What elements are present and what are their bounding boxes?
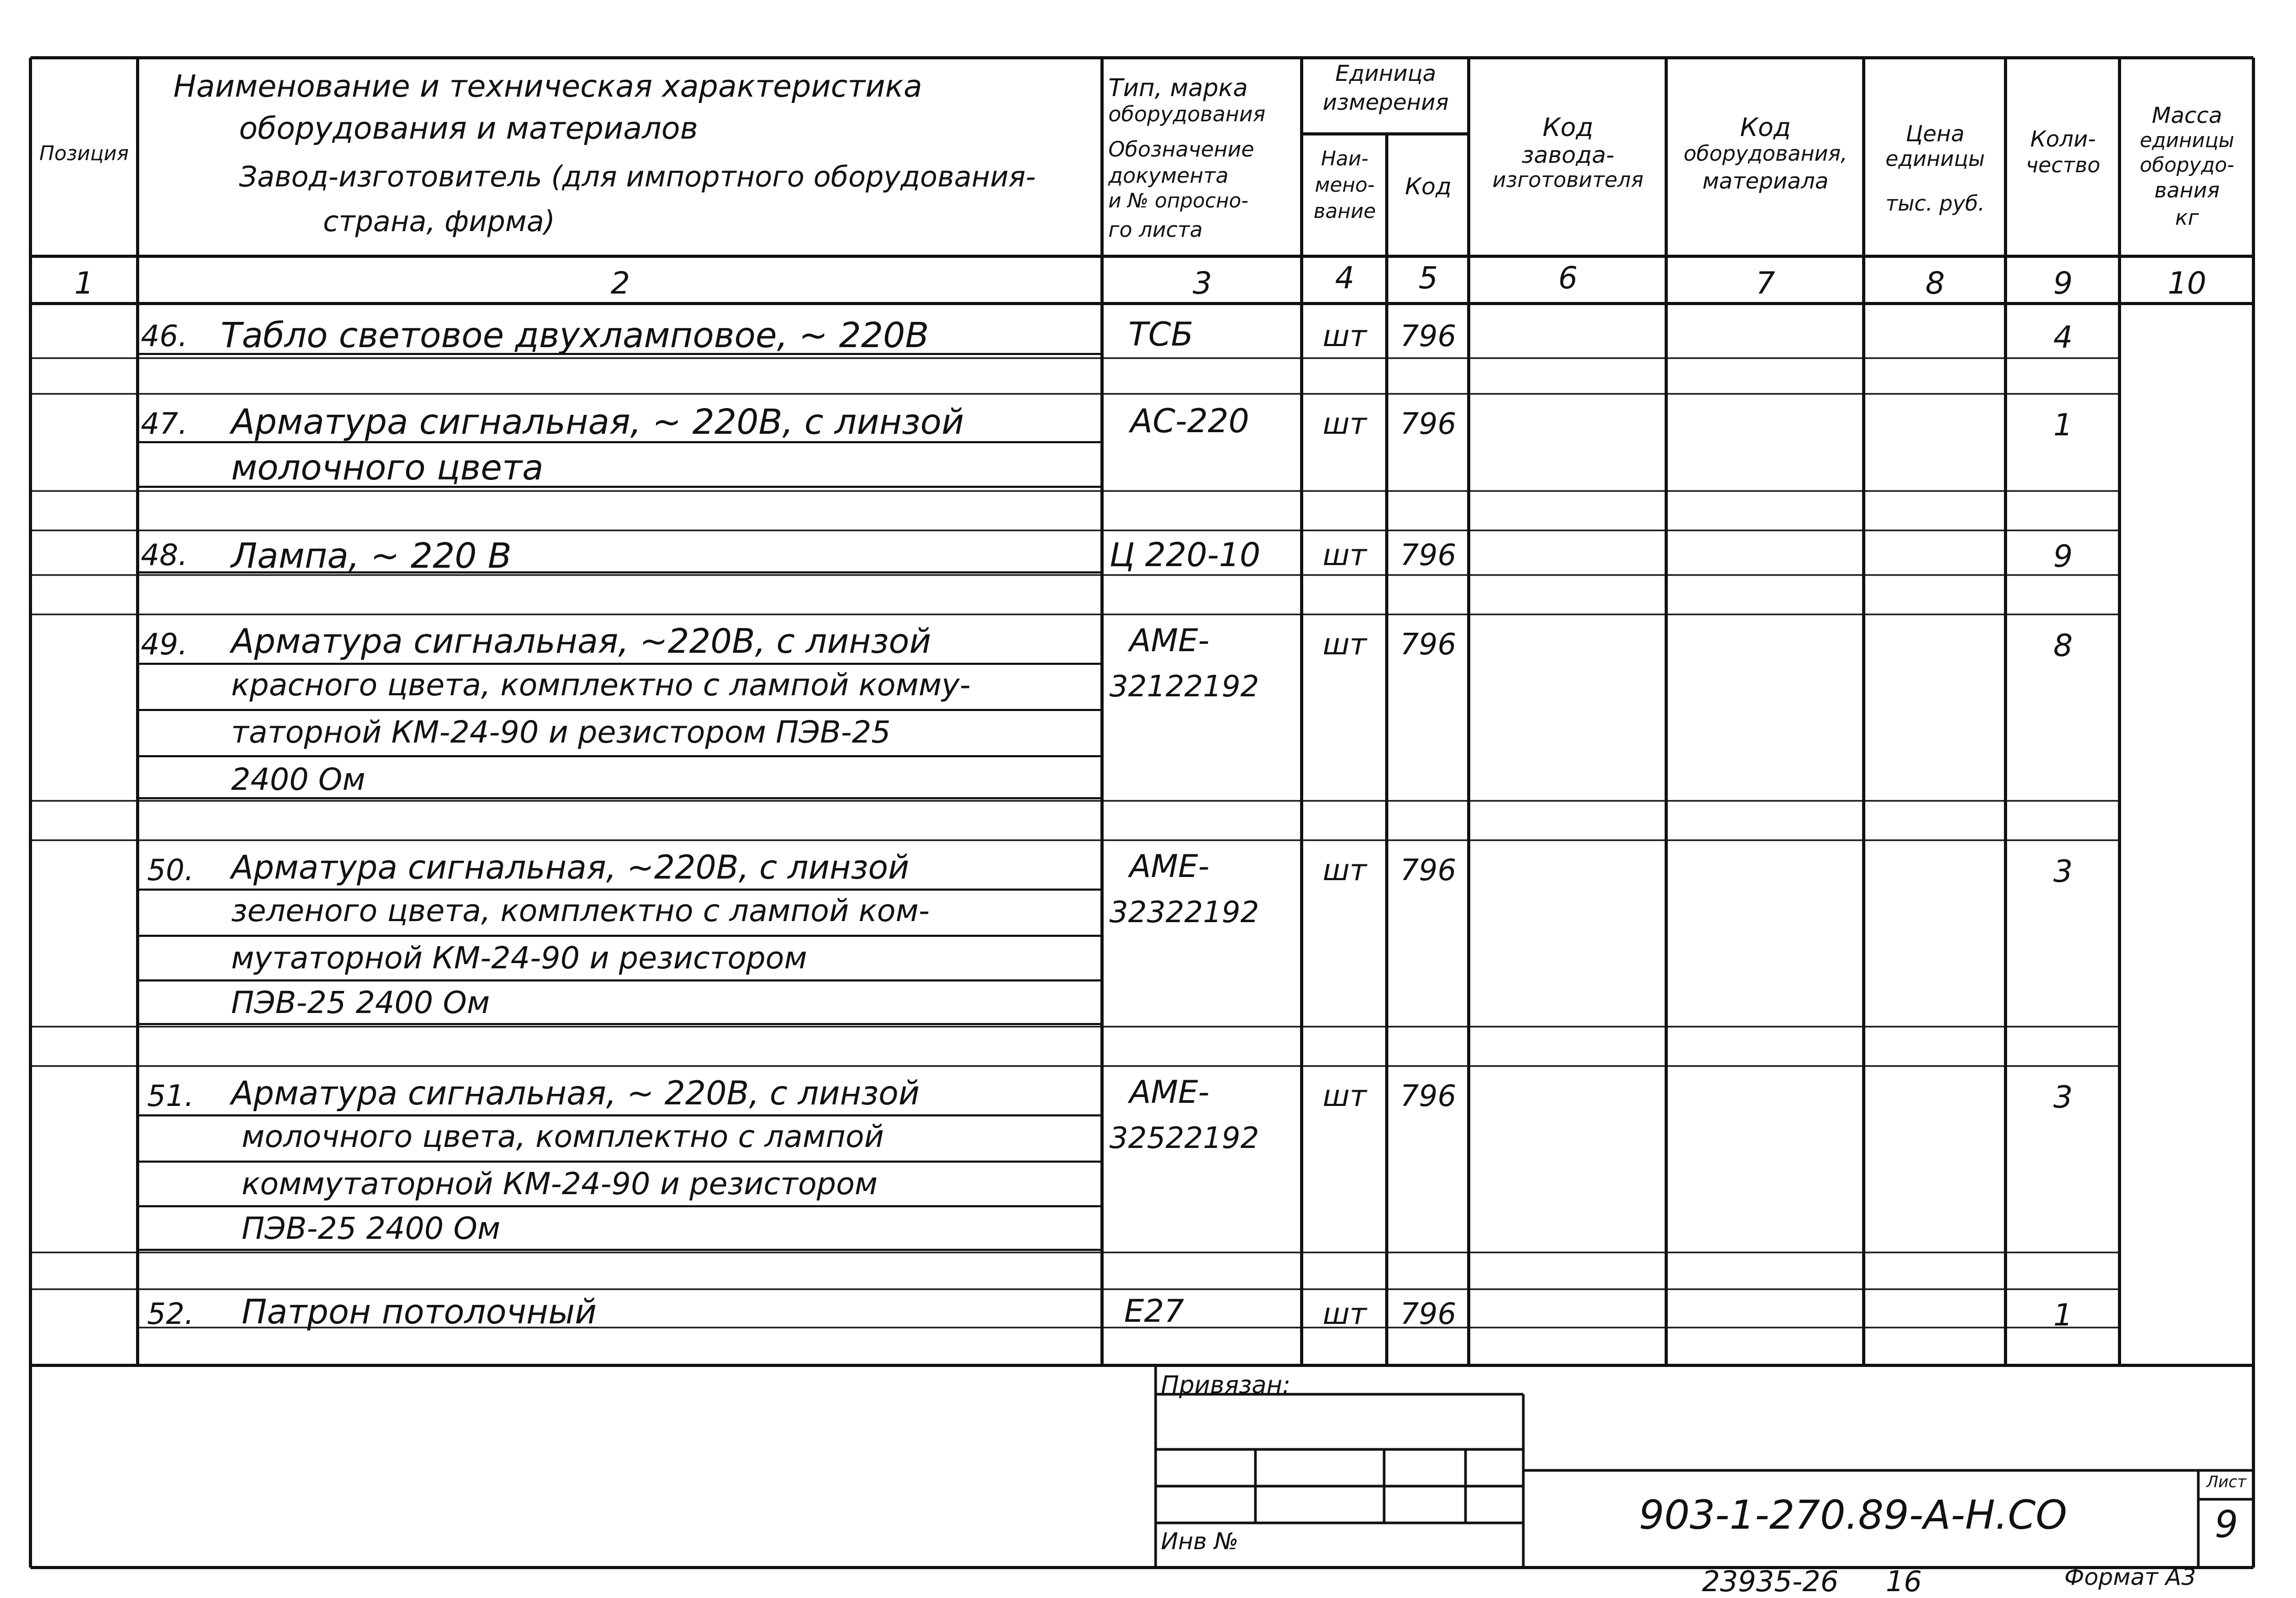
header-mass-line5: кг bbox=[2175, 206, 2199, 230]
underline bbox=[138, 797, 1102, 799]
row-51-position: 51. bbox=[147, 1079, 194, 1113]
col-number-5: 5 bbox=[1418, 260, 1438, 296]
header-unit-line1: Единица bbox=[1335, 60, 1436, 86]
row-52-name-line1: Патрон потолочный bbox=[242, 1293, 597, 1332]
col-number-6: 6 bbox=[1558, 260, 1578, 296]
row-48-qty: 9 bbox=[2053, 538, 2073, 574]
header-position: Позиция bbox=[39, 142, 129, 165]
row-50-type-line1: АМЕ- bbox=[1129, 848, 1210, 885]
row-50-qty: 3 bbox=[2053, 853, 2073, 889]
header-mass-line3: оборудо- bbox=[2139, 153, 2235, 176]
header-price-line3: тыс. руб. bbox=[1885, 192, 1985, 216]
header-price-line1: Цена bbox=[1906, 121, 1965, 147]
header-price-line2: единицы bbox=[1885, 147, 1985, 171]
underline bbox=[138, 979, 1102, 981]
stamp-attached-label: Привязан: bbox=[1161, 1371, 1291, 1399]
col-number-10: 10 bbox=[2167, 265, 2207, 301]
col-number-7: 7 bbox=[1755, 265, 1775, 301]
row-51-name-line3: коммутаторной КМ-24-90 и резистором bbox=[242, 1166, 878, 1202]
row-49-type-line1: АМЕ- bbox=[1129, 622, 1210, 659]
header-type-line3: Обозначение bbox=[1108, 138, 1254, 162]
row-51-type-line2: 32522192 bbox=[1109, 1121, 1260, 1155]
row-51-qty: 3 bbox=[2053, 1079, 2073, 1115]
header-mass-line2: единицы bbox=[2139, 129, 2235, 152]
footer-archive-suffix: 16 bbox=[1886, 1565, 1922, 1598]
header-qty-line1: Коли- bbox=[2030, 126, 2096, 152]
row-49-name-line2: красного цвета, комплектно с лампой комму- bbox=[231, 667, 971, 703]
underline bbox=[138, 935, 1102, 937]
row-52-unit: шт bbox=[1323, 1297, 1367, 1331]
header-unit-code: Код bbox=[1405, 173, 1452, 200]
row-51-type-line1: АМЕ- bbox=[1129, 1074, 1210, 1111]
underline bbox=[138, 1205, 1102, 1207]
row-49-name-line3: таторной КМ-24-90 и резистором ПЭВ-25 bbox=[231, 714, 891, 750]
row-49-unit: шт bbox=[1323, 628, 1367, 662]
row-50-name-line1: Арматура сигнальная, ~220В, с линзой bbox=[231, 848, 909, 886]
header-unit-line2: измерения bbox=[1323, 89, 1449, 115]
row-50-name-line2: зеленого цвета, комплектно с лампой ком- bbox=[231, 893, 930, 928]
header-equipment-code-line2: оборудования, bbox=[1684, 142, 1847, 166]
row-51-unit: шт bbox=[1323, 1079, 1367, 1113]
underline bbox=[138, 1161, 1102, 1163]
row-52-qty: 1 bbox=[2053, 1297, 2073, 1333]
header-type-line4: документа bbox=[1108, 164, 1229, 188]
row-51-name-line1: Арматура сигнальная, ~ 220В, с линзой bbox=[231, 1074, 920, 1112]
stamp-sheet-number: 9 bbox=[2215, 1503, 2238, 1546]
row-48-position: 48. bbox=[141, 538, 188, 572]
underline bbox=[138, 353, 1102, 355]
row-46-position: 46. bbox=[141, 319, 188, 353]
underline bbox=[138, 709, 1102, 711]
row-49-position: 49. bbox=[141, 628, 188, 662]
row-47-type: АС-220 bbox=[1130, 402, 1250, 440]
underline bbox=[138, 441, 1102, 443]
col-number-2: 2 bbox=[610, 265, 630, 301]
underline bbox=[138, 1114, 1102, 1116]
row-48-name-line1: Лампа, ~ 220 В bbox=[231, 536, 512, 576]
header-name-line4: страна, фирма) bbox=[323, 205, 555, 238]
row-51-code: 796 bbox=[1400, 1079, 1457, 1113]
header-name-line1: Наименование и техническая характеристика bbox=[173, 68, 922, 104]
col-number-1: 1 bbox=[74, 265, 94, 301]
row-50-code: 796 bbox=[1400, 853, 1457, 887]
row-50-name-line3: мутаторной КМ-24-90 и резистором bbox=[231, 940, 807, 976]
row-52-position: 52. bbox=[147, 1297, 194, 1331]
row-46-type: ТСБ bbox=[1128, 315, 1193, 353]
row-47-code: 796 bbox=[1400, 407, 1457, 441]
underline bbox=[138, 571, 1102, 573]
header-factory-code-line2: завода- bbox=[1521, 142, 1615, 169]
row-49-code: 796 bbox=[1400, 628, 1457, 662]
underline bbox=[138, 889, 1102, 891]
row-46-unit: шт bbox=[1323, 319, 1367, 353]
col-number-3: 3 bbox=[1192, 265, 1212, 301]
header-mass-line1: Масса bbox=[2152, 102, 2222, 128]
row-46-qty: 4 bbox=[2053, 319, 2073, 355]
stamp-doc-code: 903-1-270.89-А-Н.СО bbox=[1639, 1491, 2068, 1538]
row-46-code: 796 bbox=[1400, 319, 1457, 353]
underline bbox=[138, 1023, 1102, 1025]
header-type-line2: оборудования bbox=[1108, 102, 1266, 127]
row-50-position: 50. bbox=[147, 853, 194, 887]
header-type-line1: Тип, марка bbox=[1108, 74, 1248, 102]
row-50-unit: шт bbox=[1323, 853, 1367, 887]
row-49-qty: 8 bbox=[2053, 628, 2073, 663]
row-47-qty: 1 bbox=[2053, 407, 2073, 443]
header-name-line2: оборудования и материалов bbox=[239, 110, 698, 146]
row-51-name-line2: молочного цвета, комплектно с лампой bbox=[242, 1119, 884, 1154]
header-equipment-code-line1: Код bbox=[1740, 113, 1791, 142]
header-mass-line4: вания bbox=[2154, 179, 2220, 203]
underline bbox=[138, 486, 1102, 488]
underline bbox=[138, 663, 1102, 665]
underline bbox=[138, 1249, 1102, 1251]
row-51-name-line4: ПЭВ-25 2400 Ом bbox=[242, 1210, 501, 1246]
row-47-name-line2: молочного цвета bbox=[231, 447, 544, 488]
row-47-unit: шт bbox=[1323, 407, 1367, 441]
header-unit-name-line3: вание bbox=[1313, 200, 1376, 223]
header-factory-code-line1: Код bbox=[1542, 113, 1594, 142]
footer-archive-number: 23935-26 bbox=[1702, 1565, 1838, 1598]
header-factory-code-line3: изготовителя bbox=[1492, 168, 1644, 192]
row-48-type: Ц 220-10 bbox=[1109, 536, 1261, 574]
stamp-sheet-label: Лист bbox=[2206, 1473, 2247, 1491]
row-50-name-line4: ПЭВ-25 2400 Ом bbox=[231, 985, 490, 1020]
row-52-code: 796 bbox=[1400, 1297, 1457, 1331]
header-type-line6: го листа bbox=[1108, 218, 1203, 242]
row-52-type: Е27 bbox=[1124, 1293, 1185, 1330]
header-equipment-code-line3: материала bbox=[1702, 168, 1829, 194]
row-48-code: 796 bbox=[1400, 538, 1457, 572]
col-number-8: 8 bbox=[1925, 265, 1945, 301]
header-unit-name-line2: мено- bbox=[1315, 173, 1375, 196]
row-46-name-line1: Табло световое двухламповое, ~ 220В bbox=[221, 315, 929, 356]
row-49-type-line2: 32122192 bbox=[1109, 670, 1260, 704]
footer-format: Формат А3 bbox=[2064, 1564, 2196, 1591]
stamp-inv-label: Инв № bbox=[1161, 1528, 1239, 1555]
header-qty-line2: чество bbox=[2025, 153, 2101, 177]
row-47-position: 47. bbox=[141, 407, 188, 441]
row-49-name-line1: Арматура сигнальная, ~220В, с линзой bbox=[231, 622, 931, 661]
col-number-9: 9 bbox=[2053, 265, 2073, 301]
header-type-line5: и № опросно- bbox=[1108, 189, 1249, 212]
row-48-unit: шт bbox=[1323, 538, 1367, 572]
underline bbox=[138, 755, 1102, 757]
row-49-name-line4: 2400 Ом bbox=[231, 761, 366, 797]
header-unit-name-line1: Наи- bbox=[1321, 147, 1369, 170]
header-name-line3: Завод-изготовитель (для импортного оборудования- bbox=[239, 160, 1036, 193]
row-47-name-line1: Арматура сигнальная, ~ 220В, с линзой bbox=[231, 402, 964, 442]
row-50-type-line2: 32322192 bbox=[1109, 895, 1260, 929]
col-number-4: 4 bbox=[1335, 260, 1355, 296]
